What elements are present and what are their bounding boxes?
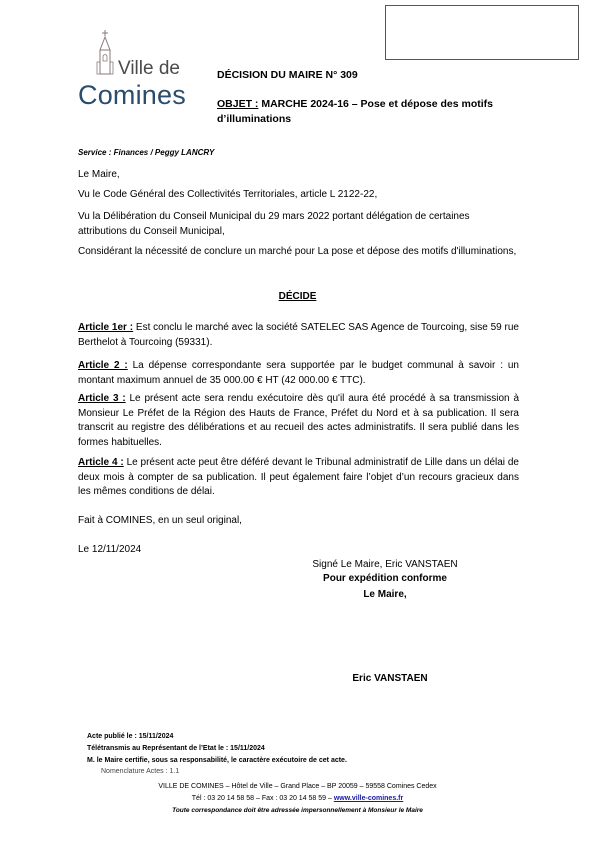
logo-comines: Comines	[78, 80, 186, 110]
footer-contact	[0, 795, 595, 802]
objet	[217, 97, 507, 127]
article-1-label: Article 1er :	[78, 322, 134, 333]
article-3	[78, 392, 519, 450]
article-4-text: Le présent acte peut être déféré devant le Tribunal administratif de Lille dans un délai de deux mois à compter de sa publication. Il peut également faire l’objet d’un recours gracieux dans les mêmes conditions de délai.	[78, 457, 519, 497]
article-2-label: Article 2 :	[78, 360, 128, 371]
fait-a: Fait à COMINES, en un seul original,	[78, 515, 242, 526]
article-4-label: Article 4 :	[78, 457, 124, 468]
city-logo	[78, 28, 198, 108]
footer-tel: Tél : 03 20 14 58 58 – Fax : 03 20 14 58 59 –	[191, 795, 334, 802]
decision-title: DÉCISION DU MAIRE N° 309	[217, 69, 358, 81]
article-4	[78, 456, 519, 500]
article-2-text: La dépense correspondante sera supportée par le budget communal à savoir : un montant maximum annuel de 35 000.00 € HT (42 000.00 € TTC).	[78, 360, 519, 386]
article-1-text: Est conclu le marché avec la société SATELEC SAS Agence de Tourcoing, sise 59 rue Berthelot à Tourcoing (59331).	[78, 322, 519, 348]
logo-ville: Ville de	[118, 58, 180, 79]
article-3-label: Article 3 :	[78, 393, 126, 404]
article-1	[78, 321, 519, 350]
article-2	[78, 359, 519, 388]
website-link[interactable]: www.ville-comines.fr	[333, 795, 404, 802]
vu-deliberation: Vu la Délibération du Conseil Municipal du 29 mars 2022 portant délégation de certaines attributions du Conseil Municipal,	[78, 211, 470, 237]
pour-expedition: Pour expédition conforme	[323, 573, 447, 584]
considerant: Considérant la nécessité de conclure un marché pour La pose et dépose des motifs d'illuminations,	[78, 246, 517, 257]
signe-le-maire: Signé Le Maire, Eric VANSTAEN	[312, 559, 458, 570]
objet-label: OBJET :	[217, 98, 259, 110]
objet-text: MARCHE 2024-16 – Pose et dépose des motifs d’illuminations	[217, 98, 494, 125]
vu-code: Vu le Code Général des Collectivités Territoriales, article L 2122-22,	[78, 189, 378, 200]
certifie: M. le Maire certifie, sous sa responsabilité, le caractère exécutoire de cet acte.	[87, 757, 347, 764]
article-3-text: Le présent acte sera rendu exécutoire dès qu'il aura été procédé à sa transmission à Monsieur Le Préfet de la Région des Hauts de France, Préfet du Nord et à sa publication. Il sera transcrit au registre des délibérations et au recueil des actes administratifs. Il sera publié dans les formes habituelles.	[78, 393, 520, 448]
teletransmis: Télétransmis au Représentant de l’Etat le : 15/11/2024	[87, 745, 265, 752]
le-maire-heading: Le Maire,	[78, 169, 120, 180]
signature-name: Eric VANSTAEN	[352, 673, 428, 684]
church-icon	[94, 28, 116, 76]
decide-heading: DÉCIDE	[278, 291, 317, 302]
le-maire-signature: Le Maire,	[363, 589, 407, 600]
footer-correspondance: Toute correspondance doit être adressée impersonnellement à Monsieur le Maire	[172, 807, 423, 814]
acte-publie: Acte publié le : 15/11/2024	[87, 733, 174, 740]
service-line: Service : Finances / Peggy LANCRY	[78, 148, 215, 157]
date: Le 12/11/2024	[78, 544, 142, 555]
nomenclature: Nomenclature Actes : 1.1	[101, 768, 180, 775]
footer-address: VILLE DE COMINES – Hôtel de Ville – Grand Place – BP 20059 – 59558 Comines Cedex	[158, 783, 437, 790]
stamp-box	[385, 5, 579, 60]
